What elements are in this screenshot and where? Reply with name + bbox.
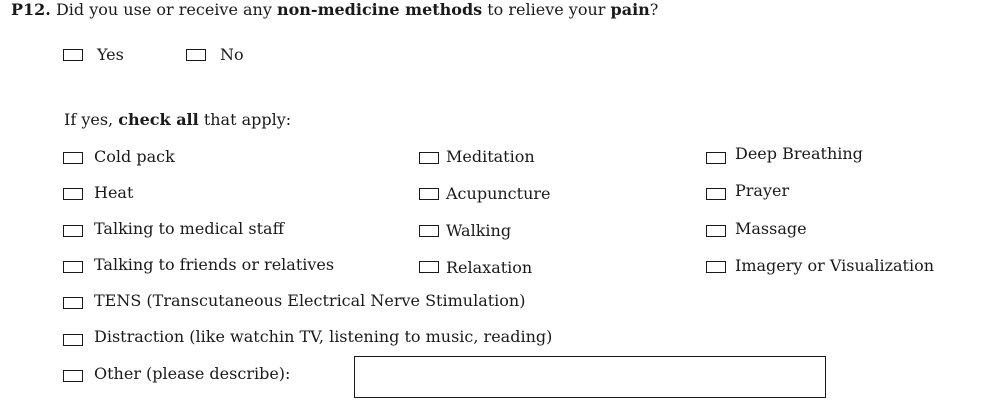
checkbox-talking-friends[interactable] bbox=[63, 261, 83, 273]
question-title bbox=[11, 0, 658, 20]
yes-label: Yes bbox=[97, 45, 124, 64]
checkbox-meditation[interactable] bbox=[419, 152, 439, 164]
no-label: No bbox=[220, 45, 244, 64]
checkbox-deep-breathing[interactable] bbox=[706, 152, 726, 164]
checkbox-walking[interactable] bbox=[419, 225, 439, 237]
option-relaxation: Relaxation bbox=[446, 258, 533, 277]
option-walking: Walking bbox=[446, 221, 512, 240]
yes-checkbox[interactable] bbox=[63, 49, 83, 61]
instruction bbox=[64, 110, 291, 130]
no-checkbox[interactable] bbox=[186, 49, 206, 61]
option-distraction: Distraction (like watchin TV, listening to music, reading) bbox=[94, 327, 553, 346]
option-acupuncture: Acupuncture bbox=[446, 184, 551, 203]
option-talking-medical-staff: Talking to medical staff bbox=[94, 219, 284, 238]
question-bold-1: non-medicine methods bbox=[276, 0, 483, 19]
question-bold-2: pain bbox=[610, 0, 650, 19]
instruction-bold: check all bbox=[118, 110, 199, 129]
option-meditation: Meditation bbox=[446, 147, 535, 166]
other-description-field[interactable] bbox=[354, 356, 826, 398]
option-other: Other (please describe): bbox=[94, 364, 291, 383]
checkbox-heat[interactable] bbox=[63, 188, 83, 200]
checkbox-acupuncture[interactable] bbox=[419, 188, 439, 200]
option-tens: TENS (Transcutaneous Electrical Nerve Stimulation) bbox=[94, 291, 526, 310]
question-text-2: to relieve your bbox=[487, 0, 606, 19]
instruction-suffix: that apply: bbox=[203, 110, 292, 129]
checkbox-prayer[interactable] bbox=[706, 188, 726, 200]
question-number: P12. bbox=[11, 0, 51, 19]
option-massage: Massage bbox=[735, 219, 807, 238]
question-text-1: Did you use or receive any bbox=[55, 0, 272, 19]
option-talking-friends: Talking to friends or relatives bbox=[94, 255, 335, 274]
checkbox-relaxation[interactable] bbox=[419, 261, 439, 273]
checkbox-massage[interactable] bbox=[706, 225, 726, 237]
option-prayer: Prayer bbox=[735, 181, 790, 200]
option-heat: Heat bbox=[94, 183, 134, 202]
instruction-prefix: If yes, bbox=[64, 110, 114, 129]
checkbox-imagery[interactable] bbox=[706, 261, 726, 273]
checkbox-tens[interactable] bbox=[63, 297, 83, 309]
checkbox-talking-medical-staff[interactable] bbox=[63, 225, 83, 237]
option-cold-pack: Cold pack bbox=[94, 147, 175, 166]
option-deep-breathing: Deep Breathing bbox=[735, 144, 863, 163]
checkbox-distraction[interactable] bbox=[63, 334, 83, 346]
option-imagery: Imagery or Visualization bbox=[735, 256, 935, 275]
checkbox-cold-pack[interactable] bbox=[63, 152, 83, 164]
checkbox-other[interactable] bbox=[63, 370, 83, 382]
question-text-3: ? bbox=[649, 0, 659, 19]
